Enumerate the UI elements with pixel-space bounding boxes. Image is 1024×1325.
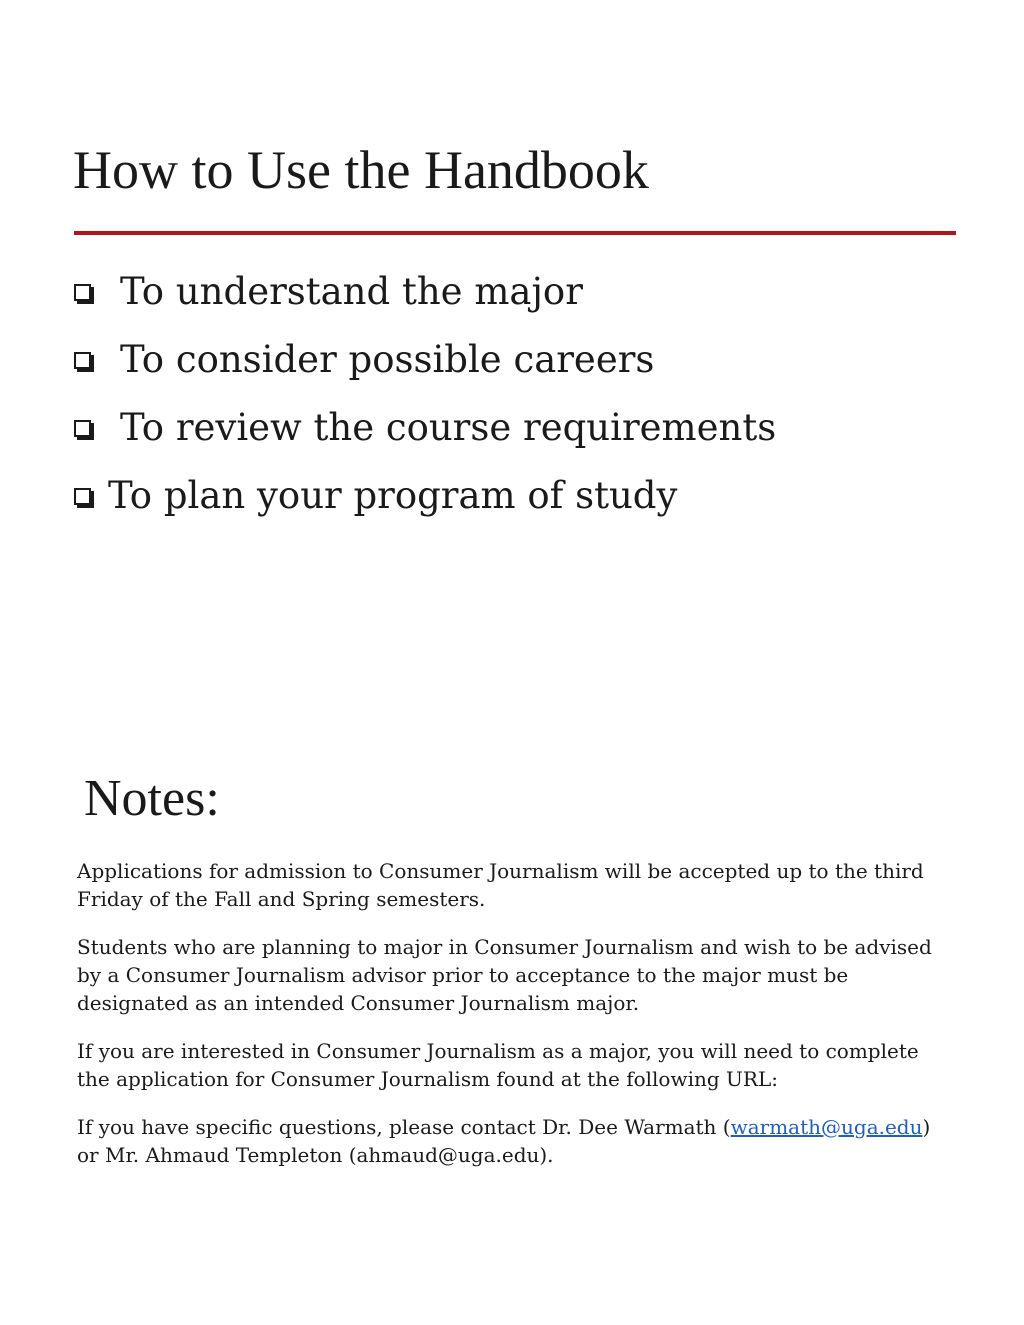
checklist-item-label: To consider possible careers xyxy=(120,338,655,381)
purpose-checklist xyxy=(74,258,776,530)
checkbox-icon xyxy=(74,352,96,374)
contact-text-after: ) or Mr. Ahmaud Templeton (ahmaud@uga.edu). xyxy=(77,1115,931,1167)
checkbox-icon xyxy=(74,284,96,306)
checklist-item-label: To review the course requirements xyxy=(120,406,777,449)
checklist-item-label: To plan your program of study xyxy=(108,474,678,517)
checklist-item xyxy=(74,326,776,394)
warmath-email-link[interactable]: warmath@uga.edu xyxy=(730,1115,923,1139)
notes-paragraph-application-url: If you are interested in Consumer Journalism as a major, you will need to complete the application for Consumer Journalism found at the following URL: xyxy=(77,1039,919,1091)
page-title: How to Use the Handbook xyxy=(73,140,649,200)
notes-paragraph-applications: Applications for admission to Consumer Journalism will be accepted up to the third Friday of the Fall and Spring semesters. xyxy=(77,859,924,911)
checklist-item-label: To understand the major xyxy=(120,270,583,313)
checkbox-icon xyxy=(74,420,96,442)
contact-text-before: If you have specific questions, please contact Dr. Dee Warmath ( xyxy=(77,1115,731,1139)
notes-heading: Notes: xyxy=(84,770,220,827)
notes-paragraph-advising: Students who are planning to major in Consumer Journalism and wish to be advised by a Consumer Journalism advisor prior to acceptance to the major must be designated as an intended Consumer Journalism major. xyxy=(77,935,932,1015)
checklist-item xyxy=(74,462,776,530)
checklist-item xyxy=(74,394,776,462)
checklist-item xyxy=(74,258,776,326)
notes-body xyxy=(77,857,957,1189)
title-divider xyxy=(74,231,956,235)
notes-paragraph-contact xyxy=(77,1113,957,1169)
checkbox-icon xyxy=(74,488,96,510)
